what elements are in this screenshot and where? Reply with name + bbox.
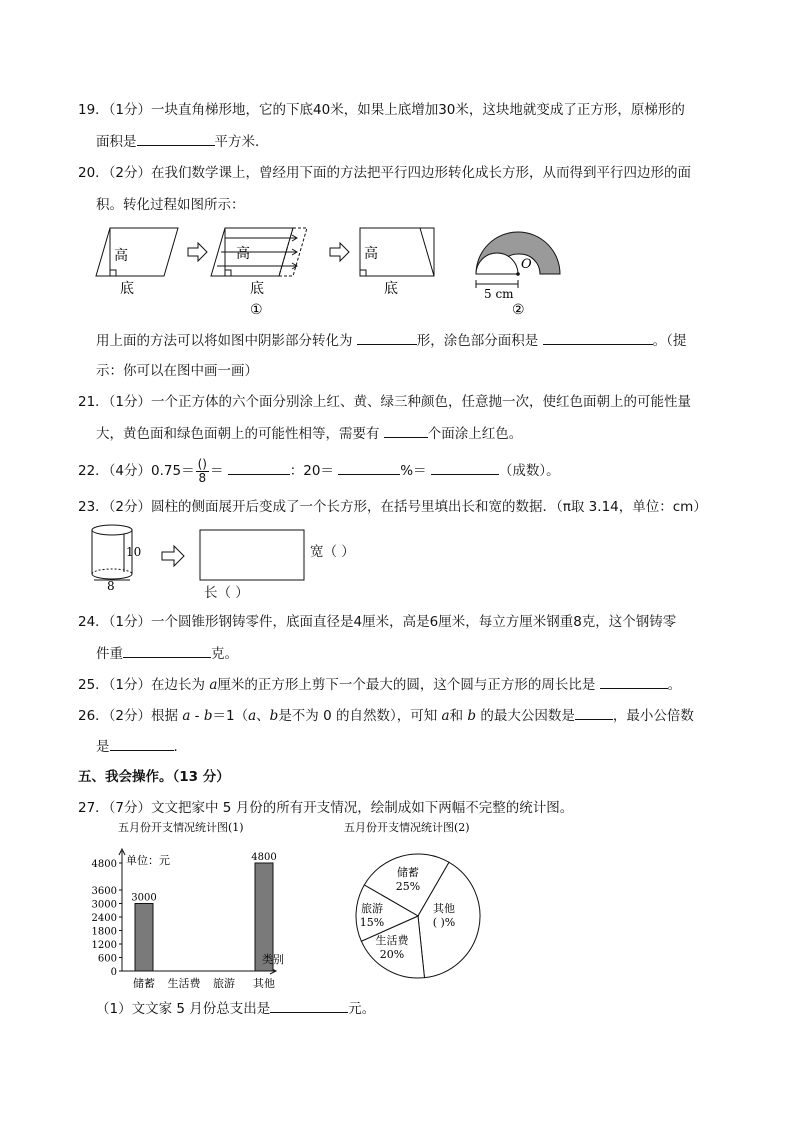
- center-point-o: [516, 272, 520, 276]
- base-label-3: 底: [384, 281, 398, 297]
- pie-slice-value: ( )%: [432, 916, 456, 929]
- q24-line2-pre: 件重: [96, 646, 123, 662]
- bar-chart-unit: 单位：元: [126, 854, 170, 867]
- x-tick-label: 生活费: [167, 977, 201, 988]
- height-label-2: 高: [236, 246, 250, 262]
- pie-slice-value: 25%: [395, 880, 421, 893]
- q26-pre: 26．（2分）根据: [78, 708, 183, 724]
- q22-percent-blank[interactable]: [338, 460, 400, 475]
- q21-line2: [96, 423, 522, 444]
- q23-length-label[interactable]: 长（ ）: [204, 585, 249, 601]
- dimension-label-5cm: 5 cm: [484, 287, 514, 301]
- q22-chengshu-blank[interactable]: [431, 460, 499, 475]
- q22-frac-num[interactable]: (): [197, 456, 207, 471]
- arrow-right-icon: [330, 243, 349, 261]
- q26-line2-pre: 是: [96, 739, 110, 755]
- base-label-1: 底: [120, 281, 134, 297]
- q22-ratio-blank[interactable]: [228, 460, 290, 475]
- q26-mid2: ，最小公倍数: [612, 708, 694, 724]
- pie-slice-value: 15%: [359, 916, 385, 929]
- q26-and-word: 和: [449, 708, 468, 724]
- q25-end: 。: [667, 677, 682, 693]
- q26-cond-mid: 、: [256, 708, 270, 724]
- q23-width-label[interactable]: 宽（ ）: [310, 544, 355, 560]
- height-label-3: 高: [364, 246, 378, 262]
- q26-expr-minus: -: [190, 708, 204, 724]
- section5-title: 五、我会操作。（13 分）: [78, 769, 230, 785]
- bar-chart: [80, 818, 320, 988]
- y-tick-label: 1200: [91, 940, 117, 951]
- q23-line1: 23．（2分）圆柱的侧面展开后变成了一个长方形，在括号里填出长和宽的数据．（π取 3.14，单位：cm）: [78, 499, 707, 515]
- q27-total-blank[interactable]: [270, 998, 348, 1013]
- y-tick-label: 4800: [91, 859, 117, 870]
- q27-line1: 27．（7分）文文把家中 5 月份的所有开支情况，绘制成如下两幅不完整的统计图。: [78, 800, 574, 816]
- base-label-2: 底: [250, 281, 264, 297]
- arrow-right-icon: [188, 243, 207, 261]
- pie-slice-label: 生活费: [375, 934, 409, 947]
- q26-expr-eq: ＝1（: [212, 708, 249, 724]
- q26-line2-post: ．: [173, 739, 187, 755]
- q26-and-b: b: [467, 708, 477, 724]
- q26-lcm-blank[interactable]: [110, 736, 174, 751]
- q19-line2-pre: 面积是: [96, 134, 137, 150]
- bar-储蓄: [135, 904, 153, 972]
- q20-line3-mid: 形，涂色部分面积是: [416, 333, 543, 349]
- q25-line: [78, 674, 681, 695]
- height-label-1: 高: [114, 248, 128, 264]
- q26-cond-a: a: [248, 708, 257, 724]
- q22-line: [78, 456, 560, 486]
- q24-line2-post: 克。: [211, 646, 238, 662]
- q26-and-a: a: [441, 708, 450, 724]
- q26-expr-a: a: [182, 708, 191, 724]
- q20-line3: [96, 330, 686, 351]
- figure-label-1: ①: [250, 302, 263, 318]
- q22-eq1: ＝: [209, 463, 228, 479]
- q26-gcd-blank[interactable]: [575, 705, 613, 720]
- q22-fraction: [196, 458, 209, 485]
- q25-post: 厘米的正方形上剪下一个最大的圆，这个圆与正方形的周长比是: [217, 677, 600, 693]
- pie-slice-label: 其他: [433, 902, 455, 915]
- q21-answer-blank[interactable]: [384, 423, 428, 438]
- q20-line3-post: 。（提: [652, 333, 687, 349]
- pie-chart-title: 五月份开支情况统计图(2): [344, 821, 470, 834]
- right-angle-2: [225, 270, 231, 276]
- unrolled-rectangle: [200, 530, 304, 580]
- x-tick-label: 其他: [253, 977, 275, 988]
- pie-slice-label: 储蓄: [397, 866, 419, 879]
- center-label-o: O: [521, 257, 532, 272]
- q20-line2: 积。转化过程如图所示：: [96, 197, 245, 213]
- pie-chart: [330, 818, 510, 988]
- cylinder-bottom-hidden: [92, 569, 132, 574]
- rectangle-diagonal: [420, 228, 434, 276]
- q25-answer-blank[interactable]: [600, 674, 668, 689]
- q20-line3-pre: 用上面的方法可以将如图中阴影部分转化为: [96, 333, 357, 349]
- cylinder-top: [92, 525, 132, 535]
- q21-line2-post: 个面涂上红色。: [427, 426, 523, 442]
- x-axis-label: 类别: [262, 953, 284, 966]
- arrow-right-icon: [162, 546, 184, 566]
- q26-line1: [78, 705, 694, 726]
- q19-answer-blank[interactable]: [137, 131, 215, 146]
- figure-label-2: ②: [512, 302, 525, 318]
- q27-sub1-post: 元。: [348, 1001, 376, 1017]
- q26-cond-b: b: [269, 708, 279, 724]
- q20-figure: [90, 222, 570, 320]
- q25-pre: 25．（1分）在边长为: [78, 677, 210, 693]
- q27-sub1: [96, 998, 375, 1019]
- diameter-label: 8: [107, 579, 115, 593]
- height-label: 10: [126, 545, 142, 559]
- q21-line1: 21．（1分）一个正方体的六个面分别涂上红、黄、绿三种颜色，任意抛一次，使红色面朝上的可能性量: [78, 394, 692, 410]
- q22-frac-den: 8: [198, 470, 207, 485]
- q19-line2-post: 平方米．: [214, 134, 269, 150]
- q24-line2: [96, 643, 238, 664]
- q26-cond-post: 是不为 0 的自然数），可知: [278, 708, 442, 724]
- q22-pct: %＝: [400, 463, 431, 479]
- pie-slice-label: 旅游: [361, 902, 383, 915]
- parallelogram-1: [96, 228, 178, 276]
- q26-mid: 的最大公因数是: [476, 708, 575, 724]
- pie-slice-value: 20%: [379, 948, 405, 961]
- q22-post: （成数）。: [498, 463, 560, 479]
- y-tick-label: 3600: [91, 886, 117, 897]
- q20-line4: 示：你可以在图中画一画）: [96, 363, 258, 379]
- q20-shape-blank[interactable]: [357, 330, 417, 345]
- y-tick-label: 0: [110, 967, 117, 978]
- x-tick-label: 旅游: [213, 977, 235, 988]
- right-angle-3: [360, 270, 366, 276]
- q19-line1: 19．（1分）一块直角梯形地，它的下底40米，如果上底增加30米，这块地就变成了正方形，原梯形的: [78, 102, 685, 118]
- q26-line2: [96, 736, 187, 757]
- y-tick-label: 600: [97, 953, 117, 965]
- q24-line1: 24．（1分）一个圆锥形钢铸零件，底面直径是4厘米，高是6厘米，每立方厘米钢重8克，这个钢铸零: [78, 614, 677, 630]
- y-tick-label: 2400: [91, 913, 117, 924]
- y-tick-label: 3000: [91, 899, 117, 911]
- q27-sub1-pre: （1）文文家 5 月份总支出是: [96, 1001, 271, 1017]
- q22-pre: 22．（4分）0.75＝: [78, 463, 195, 479]
- q19-line2: [96, 131, 269, 152]
- q26-expr-b: b: [203, 708, 213, 724]
- bar-value-label: 3000: [131, 892, 157, 904]
- q25-var-a: a: [209, 677, 218, 693]
- q20-line1: 20．（2分）在我们数学课上，曾经用下面的方法把平行四边形转化成长方形，从而得到平行四边形的面: [78, 165, 692, 181]
- q24-answer-blank[interactable]: [123, 643, 211, 658]
- q20-area-blank[interactable]: [543, 330, 653, 345]
- q22-colon: ：20＝: [289, 463, 339, 479]
- y-tick-label: 1800: [91, 926, 117, 938]
- bar-value-label: 4800: [251, 852, 277, 863]
- right-angle-1: [110, 270, 116, 276]
- q21-line2-pre: 大，黄色面和绿色面朝上的可能性相等，需要有: [96, 426, 384, 442]
- x-tick-label: 储蓄: [133, 977, 155, 988]
- bar-chart-title: 五月份开支情况统计图(1): [118, 821, 244, 834]
